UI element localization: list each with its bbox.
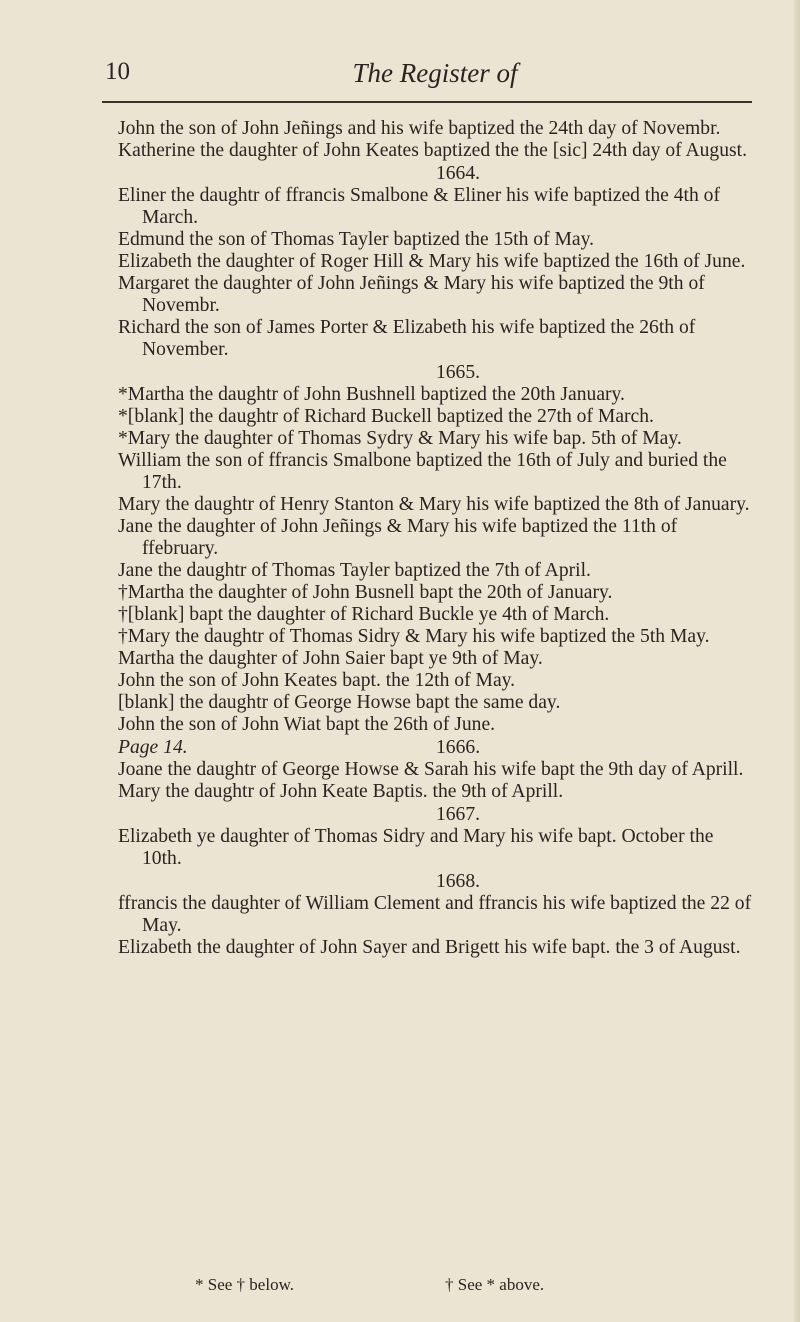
register-entry: Katherine the daughter of John Keates baptized the the [sic] 24th day of August. (118, 140, 747, 161)
running-title: The Register of (352, 58, 518, 88)
register-entry: Mary the daughtr of John Keate Baptis. the 9th of Aprill. (118, 781, 564, 802)
register-entry: Eliner the daughtr of ffrancis Smalbone & Eliner his wife baptized the 4th of March. (118, 185, 720, 228)
footnote-left: * See † below. (195, 1275, 294, 1294)
page-header (105, 58, 765, 98)
header-rule (102, 101, 752, 103)
register-entry: Joane the daughtr of George Howse & Sarah his wife bapt the 9th day of Aprill. (118, 759, 744, 780)
page-reference: Page 14. (118, 737, 188, 758)
register-entry: *[blank] the daughtr of Richard Buckell baptized the 27th of March. (118, 406, 654, 427)
register-entry: Martha the daughter of John Saier bapt ye 9th of May. (118, 648, 543, 669)
register-entry: William the son of ffrancis Smalbone baptized the 16th of July and buried the 17th. (118, 450, 727, 493)
footnote-right: † See * above. (445, 1275, 545, 1294)
register-entry: John the son of John Keates bapt. the 12th of May. (118, 670, 516, 691)
year-heading: 1666. (436, 737, 481, 758)
register-entry: Elizabeth the daughter of John Sayer and Brigett his wife bapt. the 3 of August. (118, 937, 741, 958)
page-edge (794, 0, 800, 1322)
register-entry: Elizabeth the daughter of Roger Hill & Mary his wife baptized the 16th of June. (118, 251, 746, 272)
register-entry: †Mary the daughtr of Thomas Sidry & Mary his wife baptized the 5th May. (118, 626, 710, 647)
register-entry: *Mary the daughter of Thomas Sydry & Mary his wife bap. 5th of May. (118, 428, 682, 449)
register-entry: Elizabeth ye daughter of Thomas Sidry and Mary his wife bapt. October the 10th. (118, 826, 714, 869)
year-heading: 1664. (435, 163, 481, 184)
register-entry: †[blank] bapt the daughter of Richard Buckle ye 4th of March. (118, 604, 610, 625)
year-heading-with-page (118, 737, 758, 759)
register-entry: Jane the daughtr of Thomas Tayler baptized the 7th of April. (118, 560, 591, 581)
register-entry: Richard the son of James Porter & Elizabeth his wife baptized the 26th of November. (118, 317, 696, 360)
register-entry: [blank] the daughtr of George Howse bapt the same day. (118, 692, 561, 713)
register-entry: †Martha the daughter of John Busnell bapt the 20th of January. (118, 582, 613, 603)
register-entry: *Martha the daughtr of John Bushnell baptized the 20th January. (118, 384, 625, 405)
register-entry: Edmund the son of Thomas Tayler baptized the 15th of May. (118, 229, 595, 250)
page-number: 10 (105, 58, 130, 85)
register-entry: ffrancis the daughter of William Clement and ffrancis his wife baptized the 22 of May. (118, 893, 752, 936)
year-heading: 1665. (435, 362, 481, 383)
register-entry: Mary the daughtr of Henry Stanton & Mary his wife baptized the 8th of January. (118, 494, 750, 515)
register-entry: Jane the daughter of John Jeñings & Mary his wife baptized the 11th of ffebruary. (118, 516, 678, 559)
year-heading: 1668. (435, 871, 481, 892)
year-heading: 1667. (435, 804, 481, 825)
register-entries (118, 118, 758, 959)
register-entry: Margaret the daughter of John Jeñings & Mary his wife baptized the 9th of Novembr. (118, 273, 705, 316)
register-entry: John the son of John Jeñings and his wife baptized the 24th day of Novembr. (118, 118, 721, 139)
register-entry: John the son of John Wiat bapt the 26th of June. (118, 714, 496, 735)
